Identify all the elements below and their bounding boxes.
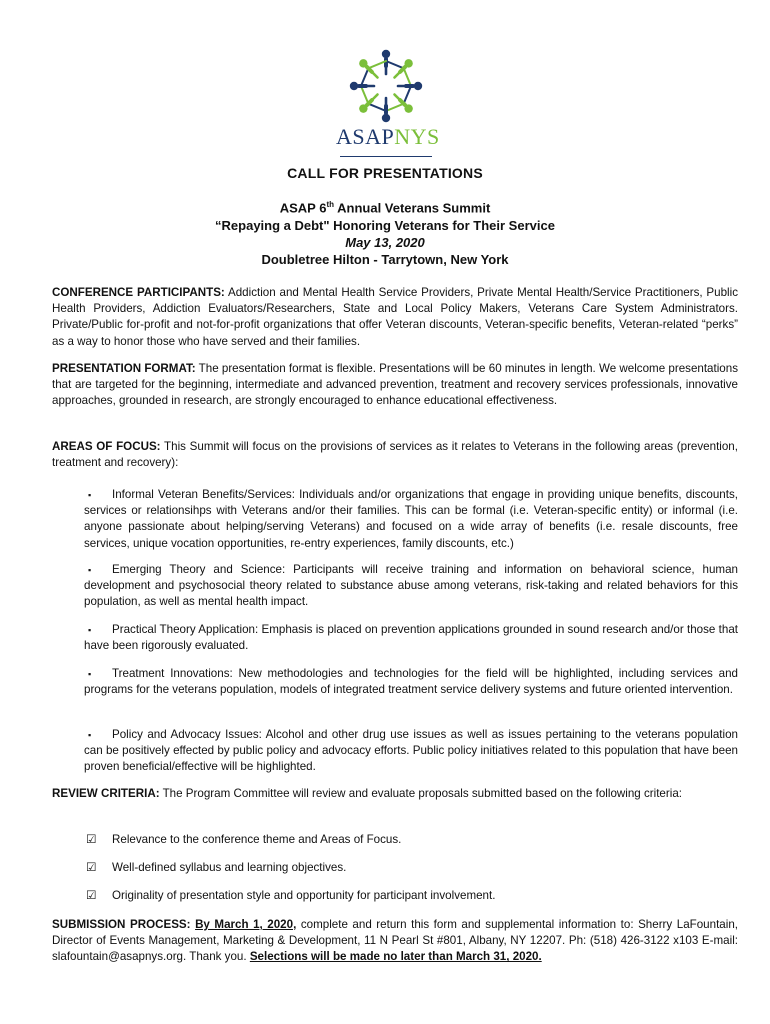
review-criteria-item (86, 888, 736, 904)
review-criteria-item (86, 860, 736, 876)
checkbox-icon: ☑ (86, 861, 97, 874)
focus-label: AREAS OF FOCUS: (52, 440, 161, 453)
review-criteria-text: Relevance to the conference theme and Areas of Focus. (112, 833, 402, 846)
focus-bullet-text: Policy and Advocacy Issues: Alcohol and other drug use issues as well as issues pertaining to the veterans population can be positively effected by public policy and advocacy efforts. Public policy initiatives related to this population that have been proven beneficial/effective will be highlighted. (84, 728, 738, 774)
summit-suffix: Annual Veterans Summit (334, 200, 491, 216)
bullet-icon: ▪ (88, 625, 92, 635)
logo-nys-text: NYS (394, 124, 440, 149)
focus-bullet-text: Emerging Theory and Science: Participants will receive training and information on behavioral science, human development and psychosocial theory related to substance abuse among veterans, risk-taking and related behaviors for this population, as well as mental health impact. (84, 563, 738, 609)
checkbox-icon: ☑ (86, 889, 97, 902)
submission-deadline: By March 1, 2020, (195, 918, 297, 931)
focus-bullet-item (84, 666, 738, 698)
focus-bullet-item (84, 487, 738, 552)
summit-date: May 13, 2020 (345, 235, 425, 250)
document-title: CALL FOR PRESENTATIONS (287, 165, 483, 181)
bullet-icon: ▪ (88, 730, 92, 740)
focus-bullet-text: Practical Theory Application: Emphasis is placed on prevention applications grounded in sound research and/or those that have been rigorously evaluated. (84, 623, 738, 653)
participants-text: Addiction and Mental Health Service Providers, Private Mental Health/Service Practitioners, Public Health Providers, Addiction Evaluators/Researchers, State and Local Policy Makers, Veterans Care System Administrators. Private/Public for-profit and not-for-profit organizations that offer Veteran discounts, Veteran-specific benefits, Veteran-related “perks” as a way to honor those who have served and their families. (52, 286, 738, 348)
focus-bullet-text: Treatment Innovations: New methodologies and technologies for the field will be highlighted, including services and programs for the veterans population, models of integrated treatment service delivery systems and future oriented intervention. (84, 667, 738, 697)
selection-date-notice: Selections will be made no later than March 31, 2020. (249, 950, 542, 964)
focus-bullet-text: Informal Veteran Benefits/Services: Individuals and/or organizations that engage in providing unique benefits, discounts, services or relationsihps with Veterans and/or their families. This can be formal (i.e. Veteran-specific entity) or informal (i.e. anyone passionate about helping/serving Veterans) and focused on a wide array of benefits (i.e. resale discounts, free services, unique vocation opportunities, re-entry experiences, family discounts, etc.) (84, 488, 738, 550)
submission-text: complete and return this form and supplemental information to: Sherry LaFountain, Director of Events Management, Marketing & Development, 11 N Pearl St #801, Albany, NY 12207. Ph: (518) 426-3122 x103 E-mail: slafountain@asapnys.org. Thank you. (52, 918, 738, 964)
format-section (52, 361, 738, 410)
submission-section (52, 917, 738, 966)
participants-section (52, 285, 738, 350)
review-label: REVIEW CRITERIA: (52, 787, 160, 800)
logo-underline (340, 156, 432, 157)
format-text: The presentation format is flexible. Presentations will be 60 minutes in length. We welcome presentations that are targeted for the beginning, intermediate and advanced prevention, treatment and recovery services professionals, innovative approaches, grounded in research, are strongly encouraged to enhance educational effectiveness. (52, 362, 738, 408)
review-text: The Program Committee will review and evaluate proposals submitted based on the following criteria: (159, 787, 682, 800)
focus-bullet-item (84, 727, 738, 776)
focus-bullet-item (84, 562, 738, 611)
bullet-icon: ▪ (88, 669, 92, 679)
logo-wordmark (336, 124, 440, 149)
review-criteria-item (86, 832, 736, 848)
review-criteria-text: Well-defined syllabus and learning objectives. (112, 861, 347, 874)
review-criteria-text: Originality of presentation style and opportunity for participant involvement. (112, 889, 496, 902)
summit-ordinal: th (326, 200, 334, 209)
submission-label: SUBMISSION PROCESS: (52, 918, 191, 931)
summit-venue: Doubletree Hilton - Tarrytown, New York (261, 252, 509, 267)
focus-text: This Summit will focus on the provisions of services as it relates to Veterans in the following areas (prevention, treatment and recovery): (52, 440, 738, 470)
bullet-icon: ▪ (88, 490, 92, 500)
logo-asap-text: ASAP (336, 124, 395, 149)
review-section (52, 786, 738, 802)
bullet-icon: ▪ (88, 565, 92, 575)
focus-section (52, 439, 738, 471)
summit-theme: “Repaying a Debt" Honoring Veterans for Their Service (215, 218, 555, 233)
summit-name (0, 200, 770, 215)
summit-prefix: ASAP 6 (279, 200, 327, 216)
format-label: PRESENTATION FORMAT: (52, 362, 196, 375)
participants-label: CONFERENCE PARTICIPANTS: (52, 286, 225, 299)
focus-bullet-item (84, 622, 738, 654)
checkbox-icon: ☑ (86, 833, 97, 846)
